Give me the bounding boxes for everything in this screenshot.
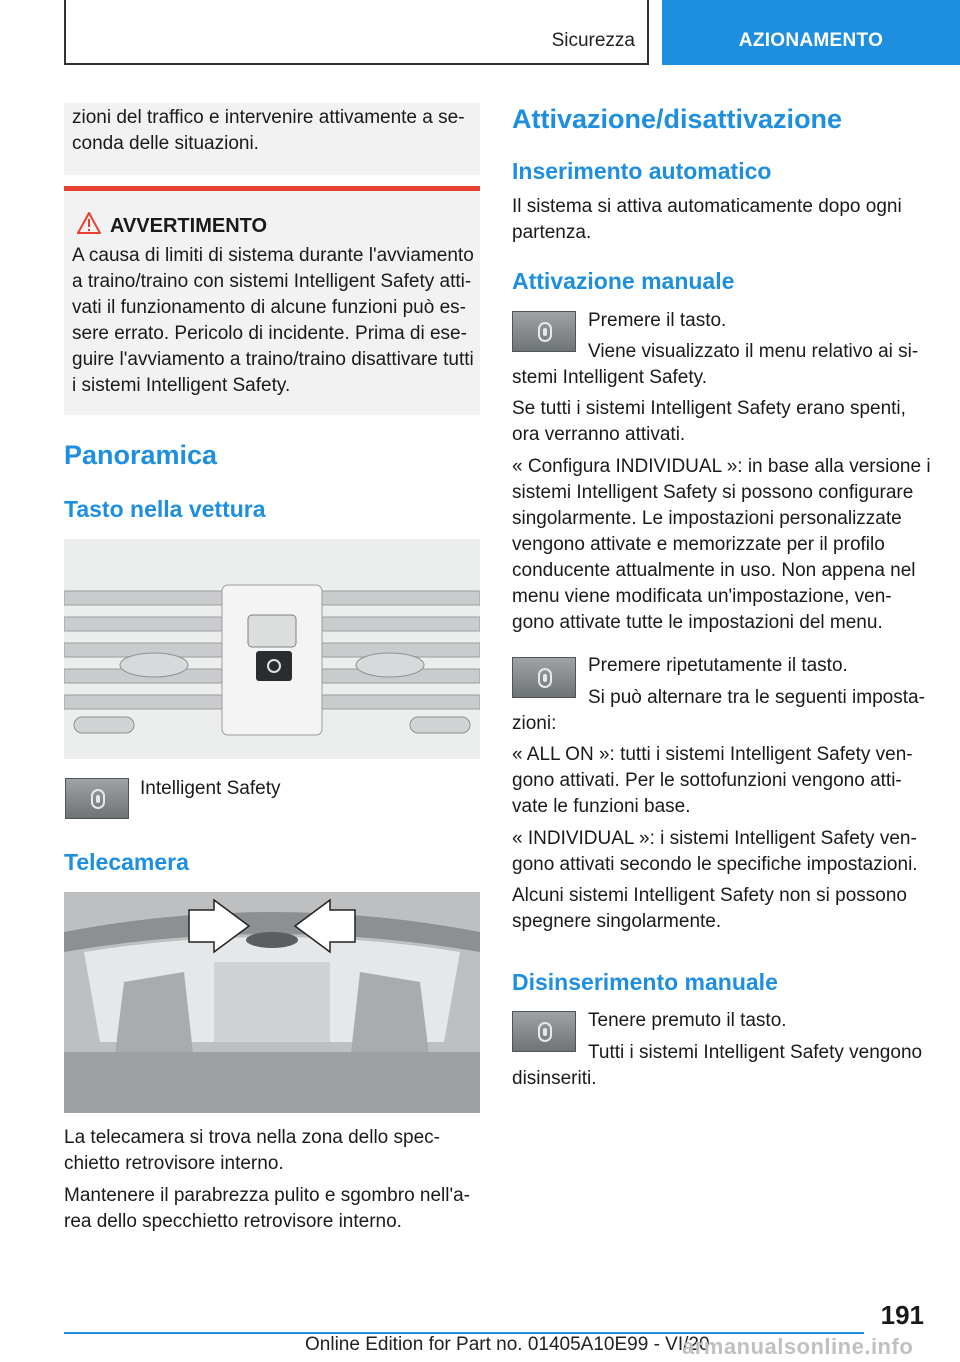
config-line: gono attivate tutte le impostazioni del menu. bbox=[512, 612, 883, 633]
config-line: menu viene modificata un'impostazione, ven- bbox=[512, 586, 892, 607]
intro-line-1: zioni del traffico e intervenire attivamente a se- bbox=[72, 107, 465, 128]
heading-panoramica: Panoramica bbox=[64, 440, 218, 470]
repeat-press: Premere ripetutamente il tasto. bbox=[588, 655, 848, 676]
header-chapter-label: AZIONAMENTO bbox=[738, 30, 884, 51]
header-chapter-tab bbox=[662, 0, 960, 65]
repeat-alt-1: Si può alternare tra le seguenti imposta- bbox=[588, 687, 925, 708]
heading-attivazione-disattivazione: Attivazione/disattivazione bbox=[512, 104, 843, 134]
safety-button-icon bbox=[512, 311, 576, 352]
safety-button-icon bbox=[512, 1011, 576, 1052]
config-line: « Configura INDIVIDUAL »: in base alla versione i bbox=[512, 456, 931, 477]
page-number: 191 bbox=[880, 1300, 924, 1330]
manual-off-line: ora verranno attivati. bbox=[512, 424, 686, 445]
warning-box bbox=[64, 186, 480, 415]
safety-button-icon bbox=[512, 657, 576, 698]
warning-line: sere errato. Pericolo di incidente. Prima di ese- bbox=[72, 323, 467, 344]
some-systems-line: spegnere singolarmente. bbox=[512, 911, 722, 932]
allon-line: « ALL ON »: tutti i sistemi Intelligent Safety ven- bbox=[512, 744, 913, 765]
warning-line: i sistemi Intelligent Safety. bbox=[72, 375, 291, 396]
config-line: sistemi Intelligent Safety si possono configurare bbox=[512, 482, 914, 503]
keep-clean-line: Mantenere il parabrezza pulito e sgombro nell'a- bbox=[64, 1185, 471, 1206]
heading-tasto-vettura: Tasto nella vettura bbox=[64, 496, 266, 522]
config-line: conducente attualmente in uso. Non appena nel bbox=[512, 560, 916, 581]
button-caption: Intelligent Safety bbox=[140, 778, 281, 799]
warning-triangle-icon bbox=[77, 212, 101, 234]
watermark: armanualsonline.info bbox=[682, 1334, 914, 1359]
intelligent-safety-button-icon bbox=[65, 778, 129, 819]
manual-press: Premere il tasto. bbox=[588, 310, 727, 331]
disable-hold: Tenere premuto il tasto. bbox=[588, 1010, 787, 1031]
keep-clean-line: rea dello specchietto retrovisore interno. bbox=[64, 1211, 402, 1232]
intro-box bbox=[64, 103, 480, 175]
warning-line: a traino/traino con sistemi Intelligent Safety atti- bbox=[72, 271, 472, 292]
heading-telecamera: Telecamera bbox=[64, 849, 189, 875]
camera-line: chietto retrovisore interno. bbox=[64, 1153, 284, 1174]
camera-interior-photo bbox=[64, 892, 480, 1113]
disable-all-1: Tutti i sistemi Intelligent Safety vengono bbox=[588, 1042, 923, 1063]
heading-attivazione-manuale: Attivazione manuale bbox=[512, 268, 735, 294]
warning-line: vati il funzionamento di alcune funzioni può es- bbox=[72, 297, 466, 318]
manual-shown-2: stemi Intelligent Safety. bbox=[512, 367, 708, 388]
heading-inserimento-automatico: Inserimento automatico bbox=[512, 158, 772, 184]
auto-line: Il sistema si attiva automaticamente dopo ogni bbox=[512, 196, 902, 217]
allon-line: vate le funzioni base. bbox=[512, 796, 691, 817]
disable-all-2: disinseriti. bbox=[512, 1068, 597, 1089]
footer-edition: Online Edition for Part no. 01405A10E99 - VI/20 bbox=[305, 1334, 710, 1355]
warning-line: A causa di limiti di sistema durante l'avviamento bbox=[72, 245, 474, 266]
manual-shown-1: Viene visualizzato il menu relativo ai si- bbox=[588, 341, 919, 362]
auto-line: partenza. bbox=[512, 222, 592, 243]
vent-button-photo bbox=[64, 539, 480, 759]
manual-off-line: Se tutti i sistemi Intelligent Safety erano spenti, bbox=[512, 398, 906, 419]
individual-line: « INDIVIDUAL »: i sistemi Intelligent Safety ven- bbox=[512, 828, 917, 849]
heading-disinserimento-manuale: Disinserimento manuale bbox=[512, 969, 778, 995]
header-section-label: Sicurezza bbox=[551, 30, 635, 51]
some-systems-line: Alcuni sistemi Intelligent Safety non si possono bbox=[512, 885, 907, 906]
camera-line: La telecamera si trova nella zona dello spec- bbox=[64, 1127, 440, 1148]
warning-title: AVVERTIMENTO bbox=[110, 215, 268, 237]
config-line: vengono attivate e memorizzate per il profilo bbox=[512, 534, 885, 555]
config-line: singolarmente. Le impostazioni personalizzate bbox=[512, 508, 902, 529]
individual-line: gono attivati secondo le specifiche impostazioni. bbox=[512, 854, 918, 875]
allon-line: gono attivati. Per le sottofunzioni vengono atti- bbox=[512, 770, 902, 791]
intro-line-2: conda delle situazioni. bbox=[72, 133, 259, 154]
header-section-tab bbox=[64, 0, 649, 65]
repeat-alt-2: zioni: bbox=[512, 713, 557, 734]
warning-line: guire l'avviamento a traino/traino disattivare tutti bbox=[72, 349, 474, 370]
